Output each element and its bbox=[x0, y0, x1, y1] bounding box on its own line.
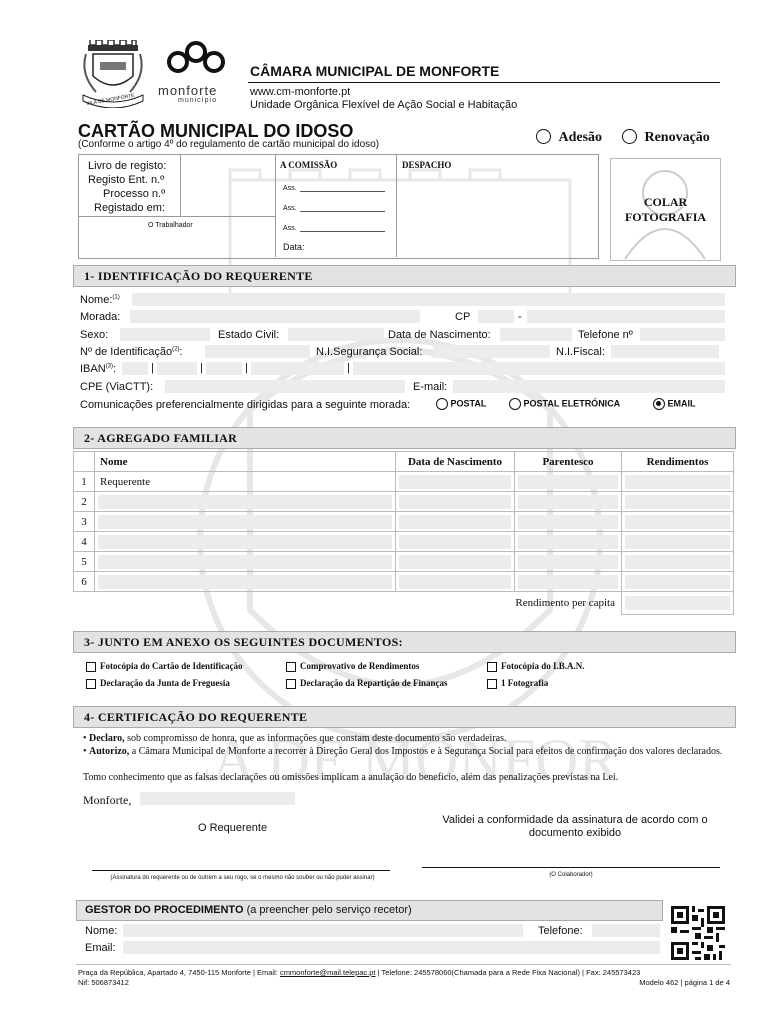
ass-line bbox=[300, 231, 385, 232]
row-nome-field[interactable] bbox=[98, 515, 392, 529]
table-header-index bbox=[74, 452, 95, 472]
section3-header bbox=[73, 631, 736, 653]
doc-label: Comprovativo de Rendimentos bbox=[300, 661, 420, 671]
row-rendimentos-field[interactable] bbox=[625, 535, 730, 549]
table-header-row bbox=[74, 452, 734, 472]
eletronica-label: POSTAL ELETRÓNICA bbox=[523, 398, 621, 409]
photo-label-1: COLAR bbox=[643, 195, 688, 209]
doc-option-iban[interactable] bbox=[487, 661, 585, 672]
iban-note: (3) bbox=[105, 363, 114, 370]
registo-label: Registo Ent. n.º bbox=[88, 174, 165, 186]
row-rendimentos-cell[interactable] bbox=[622, 492, 734, 512]
nome-field[interactable] bbox=[132, 293, 725, 306]
nascimento-field[interactable] bbox=[500, 328, 572, 341]
declaration-1-text: sob compromisso de honra, que as informações que constam deste documento são verdadeiras. bbox=[124, 733, 507, 744]
row-parentesco-field[interactable] bbox=[518, 575, 618, 589]
form-subtitle: (Conforme o artigo 4º do regulamento de cartão municipal do idoso) bbox=[78, 139, 380, 150]
row-rendimentos-cell[interactable] bbox=[622, 532, 734, 552]
email-field[interactable] bbox=[453, 380, 725, 393]
row-rendimentos-cell[interactable] bbox=[622, 472, 734, 492]
doc-option-cc[interactable] bbox=[86, 661, 242, 672]
ass-line bbox=[300, 191, 385, 192]
row-nascimento-cell[interactable] bbox=[396, 472, 515, 492]
row-nome-cell[interactable] bbox=[95, 512, 396, 532]
table-row bbox=[74, 552, 734, 572]
gestor-title bbox=[85, 904, 412, 916]
signature-note: (Assinatura do requerente ou de outrem a seu rogo, se o mesmo não souber ou não puder assinar) bbox=[110, 875, 375, 881]
table-row bbox=[74, 572, 734, 592]
data-label: Data: bbox=[283, 242, 305, 252]
sexo-label: Sexo: bbox=[80, 329, 109, 341]
trabalhador-label: O Trabalhador bbox=[148, 222, 193, 229]
row-nome-field[interactable] bbox=[98, 555, 392, 569]
nome-text: Nome: bbox=[80, 294, 113, 306]
declaration-2-text: a Câmara Municipal de Monforte a recorrer à Direção Geral dos Impostos e à Segurança Social para efeitos de confirmação dos valores declarados. bbox=[129, 746, 723, 757]
row-parentesco-cell[interactable] bbox=[515, 472, 622, 492]
row-rendimentos-cell[interactable] bbox=[622, 512, 734, 532]
row-rendimentos-field[interactable] bbox=[625, 555, 730, 569]
declaration-2-bold: Autorizo, bbox=[89, 746, 130, 757]
declaration-1: • Declaro, sob compromisso de honra, que as informações que constam deste documento são verdadeiras. bbox=[83, 733, 507, 744]
row-rendimentos-field[interactable] bbox=[625, 575, 730, 589]
row-number: 3 bbox=[74, 512, 95, 532]
postal-radio[interactable] bbox=[436, 398, 448, 410]
logo-subtext: município bbox=[178, 97, 217, 104]
row-rendimentos-cell[interactable] bbox=[622, 572, 734, 592]
ass-label: Ass. bbox=[283, 185, 297, 192]
cp-dash: - bbox=[518, 311, 522, 323]
doc-checkbox[interactable] bbox=[286, 679, 296, 689]
cpe-field[interactable] bbox=[165, 380, 405, 393]
row-number: 4 bbox=[74, 532, 95, 552]
office-divider-4 bbox=[78, 216, 275, 217]
cpe-label: CPE (ViaCTT): bbox=[80, 381, 154, 393]
photo-box bbox=[610, 158, 721, 261]
identificacao-text: Nº de Identificação bbox=[80, 346, 173, 358]
email-label: E-mail: bbox=[413, 381, 448, 393]
adhesion-option[interactable] bbox=[536, 128, 602, 146]
iban-field-3[interactable] bbox=[206, 362, 242, 375]
row-nascimento-cell[interactable] bbox=[396, 572, 515, 592]
telefone-label: Telefone nº bbox=[578, 329, 633, 341]
row-parentesco-cell[interactable] bbox=[515, 552, 622, 572]
identificacao-note: (2) bbox=[172, 346, 180, 353]
gestor-title-bold: GESTOR DO PROCEDIMENTO bbox=[85, 904, 244, 916]
nif-field[interactable] bbox=[611, 345, 719, 358]
table-header-nascimento: Data de Nascimento bbox=[396, 452, 515, 472]
renewal-option[interactable] bbox=[622, 128, 710, 146]
per-capita-cell[interactable] bbox=[622, 592, 734, 615]
row-number: 6 bbox=[74, 572, 95, 592]
row-parentesco-cell[interactable] bbox=[515, 512, 622, 532]
unit-name: Unidade Orgânica Flexível de Ação Social e Habitação bbox=[250, 99, 518, 111]
table-header-parentesco: Parentesco bbox=[515, 452, 622, 472]
colaborador-label: (O Colaborador) bbox=[549, 872, 593, 878]
comunicacoes-label: Comunicações preferencialmente dirigidas para a seguinte morada: bbox=[80, 399, 411, 411]
row-nascimento-cell[interactable] bbox=[396, 532, 515, 552]
row-nome-field[interactable] bbox=[98, 575, 392, 589]
row-nome-field[interactable] bbox=[98, 495, 392, 509]
row-nome-cell[interactable] bbox=[95, 532, 396, 552]
gestor-title-rest: (a preencher pelo serviço recetor) bbox=[243, 904, 412, 916]
declaration-1-bold: Declaro, bbox=[89, 733, 125, 744]
table-header-nome: Nome bbox=[95, 452, 396, 472]
doc-checkbox[interactable] bbox=[487, 662, 497, 672]
per-capita-row bbox=[74, 592, 734, 615]
footer-nif: Nif: 506873412 bbox=[78, 978, 129, 987]
identificacao-label bbox=[80, 346, 182, 358]
section4-header bbox=[73, 706, 736, 728]
watermark-text: LA DE MONFOR bbox=[190, 727, 610, 793]
renewal-label: Renovação bbox=[644, 130, 710, 145]
doc-checkbox[interactable] bbox=[487, 679, 497, 689]
sexo-field[interactable] bbox=[120, 328, 210, 341]
validation-text: Validei a conformidade da assinatura de acordo com o documento exibido bbox=[442, 814, 708, 839]
adhesion-label: Adesão bbox=[558, 130, 603, 145]
table-row bbox=[74, 472, 734, 492]
row-nome-cell[interactable] bbox=[95, 572, 396, 592]
cp-label: CP bbox=[455, 311, 471, 323]
processo-label: Processo n.º bbox=[103, 188, 166, 200]
iban-label bbox=[80, 363, 116, 375]
registado-label: Registado em: bbox=[94, 202, 165, 214]
row-parentesco-field[interactable] bbox=[518, 515, 618, 529]
row-rendimentos-field[interactable] bbox=[625, 515, 730, 529]
office-divider-3 bbox=[180, 154, 181, 216]
email-option-label: EMAIL bbox=[667, 398, 696, 409]
row-nascimento-field[interactable] bbox=[399, 555, 511, 569]
table-row bbox=[74, 492, 734, 512]
declaration-2: • Autorizo, a Câmara Municipal de Monforte a recorrer à Direção Geral dos Impostos e à Segurança Social para efeitos de confirmação dos valores declarados. bbox=[83, 746, 723, 757]
footer-phones: | Telefone: 245578060(Chamada para a Rede Fixa Nacional) | Fax: 245573423 bbox=[375, 968, 641, 977]
row-rendimentos-field[interactable] bbox=[625, 475, 730, 489]
logo-text: monforte bbox=[158, 83, 218, 98]
eletronica-radio[interactable] bbox=[509, 398, 521, 410]
row-number: 1 bbox=[74, 472, 95, 492]
niss-field[interactable] bbox=[433, 345, 550, 358]
doc-label: Fotocópia do I.B.A.N. bbox=[501, 661, 585, 671]
requerente-label: O Requerente bbox=[198, 822, 268, 834]
gestor-nome-field[interactable] bbox=[123, 924, 523, 937]
email-radio[interactable] bbox=[653, 398, 665, 410]
doc-checkbox[interactable] bbox=[86, 662, 96, 672]
ass-label: Ass. bbox=[283, 205, 297, 212]
monforte-logo bbox=[166, 40, 226, 80]
section3-title: 3- JUNTO EM ANEXO OS SEGUINTES DOCUMENTOS: bbox=[84, 635, 403, 649]
crest-text: VILA DE MONFORTE bbox=[85, 92, 135, 108]
photo-label-2: FOTOGRAFIA bbox=[624, 210, 707, 224]
row-number: 5 bbox=[74, 552, 95, 572]
doc-checkbox[interactable] bbox=[286, 662, 296, 672]
council-name: CÂMARA MUNICIPAL DE MONFORTE bbox=[250, 63, 500, 79]
postal-option[interactable] bbox=[436, 398, 486, 410]
form-title: CARTÃO MUNICIPAL DO IDOSO bbox=[78, 121, 354, 141]
email-option[interactable] bbox=[653, 398, 696, 410]
row-rendimentos-field[interactable] bbox=[625, 495, 730, 509]
iban-field-5[interactable] bbox=[353, 362, 725, 375]
despacho-label: DESPACHO bbox=[402, 160, 452, 170]
row-nascimento-field[interactable] bbox=[399, 575, 511, 589]
niss-label: N.I.Segurança Social: bbox=[316, 346, 423, 358]
identificacao-field[interactable] bbox=[205, 345, 310, 358]
household-table bbox=[73, 451, 734, 615]
doc-label: Declaração da Repartição de Finanças bbox=[300, 678, 448, 688]
estado-civil-label: Estado Civil: bbox=[218, 329, 280, 341]
iban-separator: | bbox=[245, 362, 248, 374]
doc-checkbox[interactable] bbox=[86, 679, 96, 689]
doc-option-foto[interactable] bbox=[487, 678, 548, 689]
gestor-telefone-label: Telefone: bbox=[538, 925, 583, 937]
row-parentesco-cell[interactable] bbox=[515, 532, 622, 552]
row-parentesco-field[interactable] bbox=[518, 555, 618, 569]
section2-header bbox=[73, 427, 736, 449]
row-parentesco-field[interactable] bbox=[518, 475, 618, 489]
table-header-rendimentos: Rendimentos bbox=[622, 452, 734, 472]
doc-option-financas[interactable] bbox=[286, 678, 447, 689]
comissao-label: A COMISSÃO bbox=[280, 160, 338, 170]
row-nascimento-field[interactable] bbox=[399, 535, 511, 549]
row-nascimento-cell[interactable] bbox=[396, 492, 515, 512]
gestor-email-field[interactable] bbox=[123, 941, 660, 954]
doc-option-junta[interactable] bbox=[86, 678, 230, 689]
estado-civil-field[interactable] bbox=[288, 328, 384, 341]
place-label: Monforte, bbox=[83, 793, 132, 807]
footer-contact bbox=[78, 968, 640, 977]
renewal-radio[interactable] bbox=[622, 129, 637, 144]
row-parentesco-field[interactable] bbox=[518, 495, 618, 509]
ass-label: Ass. bbox=[283, 225, 297, 232]
awareness-text: Tomo conhecimento que as falsas declarações ou omissões implicam a anulação do benefício, além das penalizações previstas na Lei. bbox=[83, 772, 619, 783]
colaborador-signature-line[interactable] bbox=[422, 867, 720, 868]
doc-label: 1 Fotografia bbox=[501, 678, 549, 688]
per-capita-label: Rendimento per capita bbox=[74, 592, 622, 615]
morada-label: Morada: bbox=[80, 311, 121, 323]
requerente-signature-line[interactable] bbox=[92, 870, 390, 871]
row-nascimento-field[interactable] bbox=[399, 495, 511, 509]
iban-separator: | bbox=[200, 362, 203, 374]
row-number: 2 bbox=[74, 492, 95, 512]
row-nascimento-cell[interactable] bbox=[396, 512, 515, 532]
livro-label: Livro de registo: bbox=[88, 160, 167, 172]
row-nascimento-cell[interactable] bbox=[396, 552, 515, 572]
gestor-telefone-field[interactable] bbox=[592, 924, 660, 937]
row-nascimento-field[interactable] bbox=[399, 515, 511, 529]
row-nascimento-field[interactable] bbox=[399, 475, 511, 489]
per-capita-field[interactable] bbox=[625, 596, 730, 610]
table-row bbox=[74, 512, 734, 532]
date-field[interactable] bbox=[140, 792, 295, 805]
gestor-header bbox=[76, 900, 663, 921]
eletronica-option[interactable] bbox=[509, 398, 620, 410]
morada-field[interactable] bbox=[130, 310, 420, 323]
row-nome-field[interactable] bbox=[98, 535, 392, 549]
header-rule bbox=[248, 82, 720, 83]
row-nome-cell[interactable] bbox=[95, 492, 396, 512]
section2-title: 2- AGREGADO FAMILIAR bbox=[84, 431, 238, 445]
row-nome-cell[interactable] bbox=[95, 552, 396, 572]
section1-header bbox=[73, 265, 736, 287]
adhesion-radio[interactable] bbox=[536, 129, 551, 144]
iban-field-2[interactable] bbox=[157, 362, 197, 375]
website-link[interactable]: www.cm-monforte.pt bbox=[250, 86, 351, 98]
footer-model: Modelo 462 | página 1 de 4 bbox=[639, 978, 730, 987]
gestor-email-label: Email: bbox=[85, 942, 116, 954]
doc-option-rendimentos[interactable] bbox=[286, 661, 419, 672]
section1-title: 1- IDENTIFICAÇÃO DO REQUERENTE bbox=[84, 269, 313, 283]
nif-label: N.I.Fiscal: bbox=[556, 346, 605, 358]
footer-email-link[interactable]: cmmonforte@mail.telepac.pt bbox=[279, 968, 376, 977]
identificacao-colon: : bbox=[179, 346, 183, 358]
footer-address: Praça da República, Apartado 4, 7450-115 Monforte | Email: bbox=[78, 968, 280, 977]
office-divider-2 bbox=[396, 154, 397, 257]
nascimento-label: Data de Nascimento: bbox=[388, 329, 491, 341]
row-rendimentos-cell[interactable] bbox=[622, 552, 734, 572]
iban-separator: | bbox=[347, 362, 350, 374]
section4-title: 4- CERTIFICAÇÃO DO REQUERENTE bbox=[84, 710, 308, 724]
qr-code-icon bbox=[671, 906, 725, 960]
iban-colon: : bbox=[113, 363, 117, 375]
ass-line bbox=[300, 211, 385, 212]
postal-label: POSTAL bbox=[450, 398, 487, 409]
row-parentesco-cell[interactable] bbox=[515, 572, 622, 592]
office-divider-1 bbox=[275, 154, 276, 257]
iban-text: IBAN bbox=[80, 363, 106, 375]
nome-note: (1) bbox=[112, 294, 120, 301]
cp-field-1[interactable] bbox=[478, 310, 514, 323]
cp-field-2[interactable] bbox=[527, 310, 725, 323]
footer-rule bbox=[76, 964, 731, 965]
nome-label bbox=[80, 294, 120, 306]
iban-separator: | bbox=[151, 362, 154, 374]
row-nome: Requerente bbox=[95, 472, 396, 492]
iban-field-1[interactable] bbox=[122, 362, 148, 375]
doc-label: Fotocópia do Cartão de Identificação bbox=[100, 661, 243, 671]
row-parentesco-cell[interactable] bbox=[515, 492, 622, 512]
row-parentesco-field[interactable] bbox=[518, 535, 618, 549]
telefone-field[interactable] bbox=[640, 328, 725, 341]
table-row bbox=[74, 532, 734, 552]
doc-label: Declaração da Junta de Freguesia bbox=[100, 678, 230, 688]
iban-field-4[interactable] bbox=[251, 362, 344, 375]
gestor-nome-label: Nome: bbox=[85, 925, 118, 937]
